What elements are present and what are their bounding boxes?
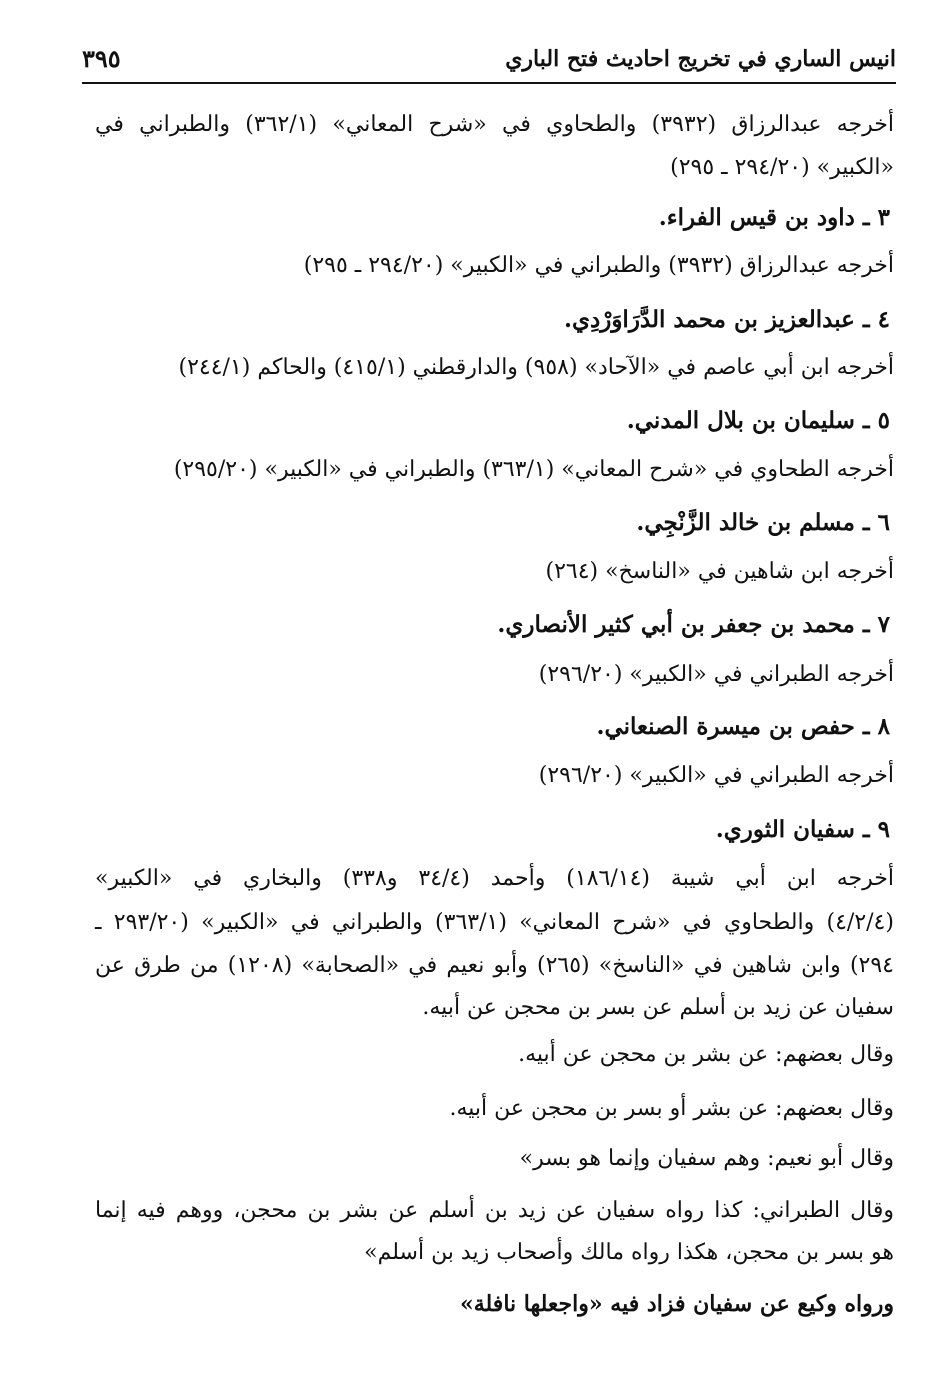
quote-line: وقال الطبراني: كذا رواه سفيان عن زيد بن أسلم عن بشر بن محجن، ووهم فيه إنما	[95, 1198, 894, 1223]
text-line: سفيان عن زيد بن أسلم عن بسر بن محجن عن أبيه.	[422, 995, 894, 1020]
text-line: «الكبير» (٢٩٤/٢٠ ـ ٢٩٥)	[670, 155, 894, 180]
quote-line: ورواه وكيع عن سفيان فزاد فيه «واجعلها نافلة»	[459, 1291, 894, 1317]
text-line: أخرجه ابن شاهين في «الناسخ» (٢٦٤)	[545, 559, 894, 584]
running-title: انيس الساري في تخريج احاديث فتح الباري	[505, 46, 896, 72]
text-line: أخرجه عبدالرزاق (٣٩٣٢) والطبراني في «الكبير» (٢٩٤/٢٠ ـ ٢٩٥)	[303, 253, 894, 278]
narrator-heading: ٥ ـ سليمان بن بلال المدني.	[626, 407, 890, 434]
narrator-heading: ٤ ـ عبدالعزيز بن محمد الدَّرَاوَرْدِي.	[563, 306, 890, 333]
quote-line: وقال أبو نعيم: وهم سفيان وإنما هو بسر»	[519, 1146, 894, 1171]
text-line: أخرجه ابن أبي شيبة (١٨٦/١٤) وأحمد (٣٤/٤ و٣٣٨) والبخاري في «الكبير»	[95, 866, 894, 891]
text-line: أخرجه ابن أبي عاصم في «الآحاد» (٩٥٨) والدارقطني (٤١٥/١) والحاكم (٢٤٤/١)	[178, 355, 894, 380]
narrator-heading: ٩ ـ سفيان الثوري.	[715, 816, 890, 843]
page-header	[82, 38, 896, 84]
narrator-heading: ٨ ـ حفص بن ميسرة الصنعاني.	[596, 713, 890, 740]
text-line: ٢٩٤) وابن شاهين في «الناسخ» (٢٦٥) وأبو نعيم في «الصحابة» (١٢٠٨) من طرق عن	[95, 953, 894, 978]
quote-line: هو بسر بن محجن، هكذا رواه مالك وأصحاب زيد بن أسلم»	[364, 1240, 894, 1265]
narrator-heading: ٦ ـ مسلم بن خالد الزَّنْجِي.	[636, 509, 890, 536]
quote-line: وقال بعضهم: عن بشر بن محجن عن أبيه.	[518, 1042, 894, 1067]
text-line: أخرجه عبدالرزاق (٣٩٣٢) والطحاوي في «شرح المعاني» (٣٦٢/١) والطبراني في	[95, 112, 894, 137]
text-line: (٤/٢/٤) والطحاوي في «شرح المعاني» (٣٦٣/١) والطبراني في «الكبير» (٢٩٣/٢٠ ـ	[95, 910, 894, 935]
narrator-heading: ٣ ـ داود بن قيس الفراء.	[658, 204, 890, 231]
page-number: ٣٩٥	[82, 44, 121, 73]
text-line: أخرجه الطحاوي في «شرح المعاني» (٣٦٣/١) والطبراني في «الكبير» (٢٩٥/٢٠)	[173, 457, 894, 482]
text-line: أخرجه الطبراني في «الكبير» (٢٩٦/٢٠)	[538, 662, 894, 687]
text-line: أخرجه الطبراني في «الكبير» (٢٩٦/٢٠)	[538, 763, 894, 788]
quote-line: وقال بعضهم: عن بشر أو بسر بن محجن عن أبيه.	[449, 1096, 894, 1121]
narrator-heading: ٧ ـ محمد بن جعفر بن أبي كثير الأنصاري.	[497, 611, 890, 638]
